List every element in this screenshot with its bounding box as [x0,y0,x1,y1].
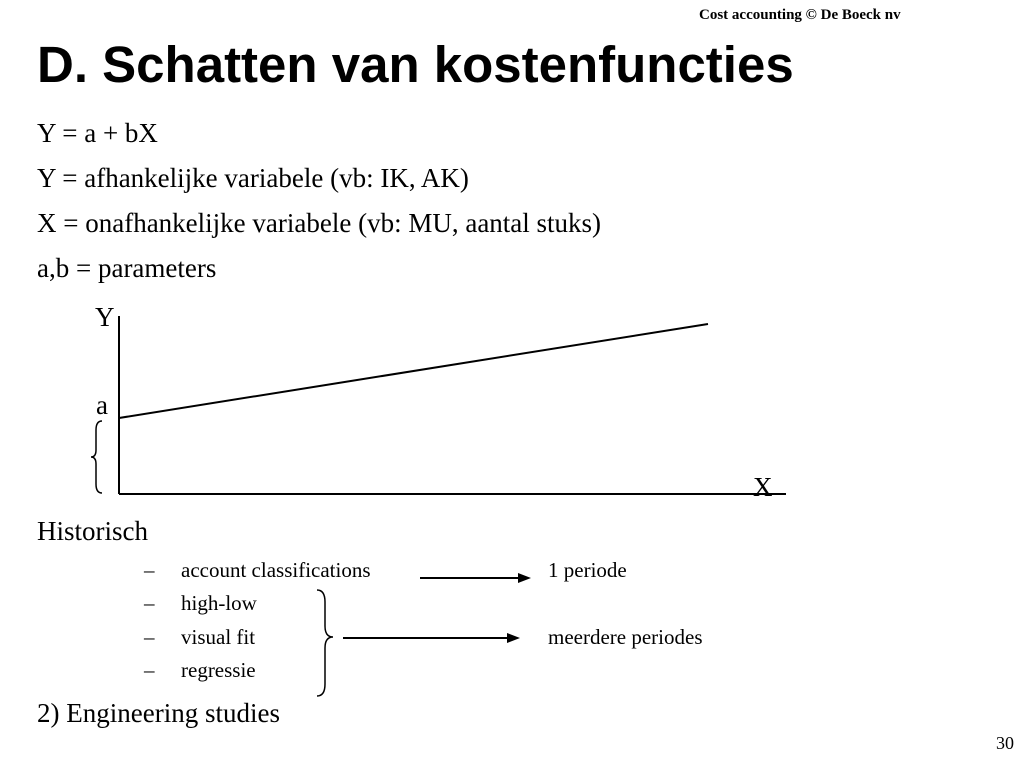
list-item-high-low: high-low [181,591,257,615]
x-axis-label: X [753,472,773,502]
slide-title: D. Schatten van kostenfuncties [37,36,794,93]
list-item-visual-fit: visual fit [181,625,256,649]
intercept-label: a [96,390,108,420]
multi-period-arrowhead [507,633,520,643]
historisch-heading: Historisch [37,516,148,546]
engineering-studies-line: 2) Engineering studies [37,698,280,728]
y-axis-label: Y [95,302,115,332]
page-number: 30 [996,733,1014,753]
dependent-variable-line: Y = afhankelijke variabele (vb: IK, AK) [37,163,469,193]
parameters-line: a,b = parameters [37,253,217,283]
header-note: Cost accounting © De Boeck nv [699,7,901,23]
independent-variable-line: X = onafhankelijke variabele (vb: MU, aantal stuks) [37,208,602,238]
result-multiple-periods: meerdere periodes [548,625,703,649]
equation-line: Y = a + bX [37,118,158,148]
list-item-regressie: regressie [181,658,256,682]
list-bullet: – [144,591,155,615]
list-bullet: – [144,658,155,682]
result-single-period: 1 periode [548,558,627,582]
methods-brace [317,590,333,696]
list-bullet: – [144,558,155,582]
list-bullet: – [144,625,155,649]
single-period-arrowhead [518,573,531,583]
list-item-account-classifications: account classifications [181,558,371,582]
